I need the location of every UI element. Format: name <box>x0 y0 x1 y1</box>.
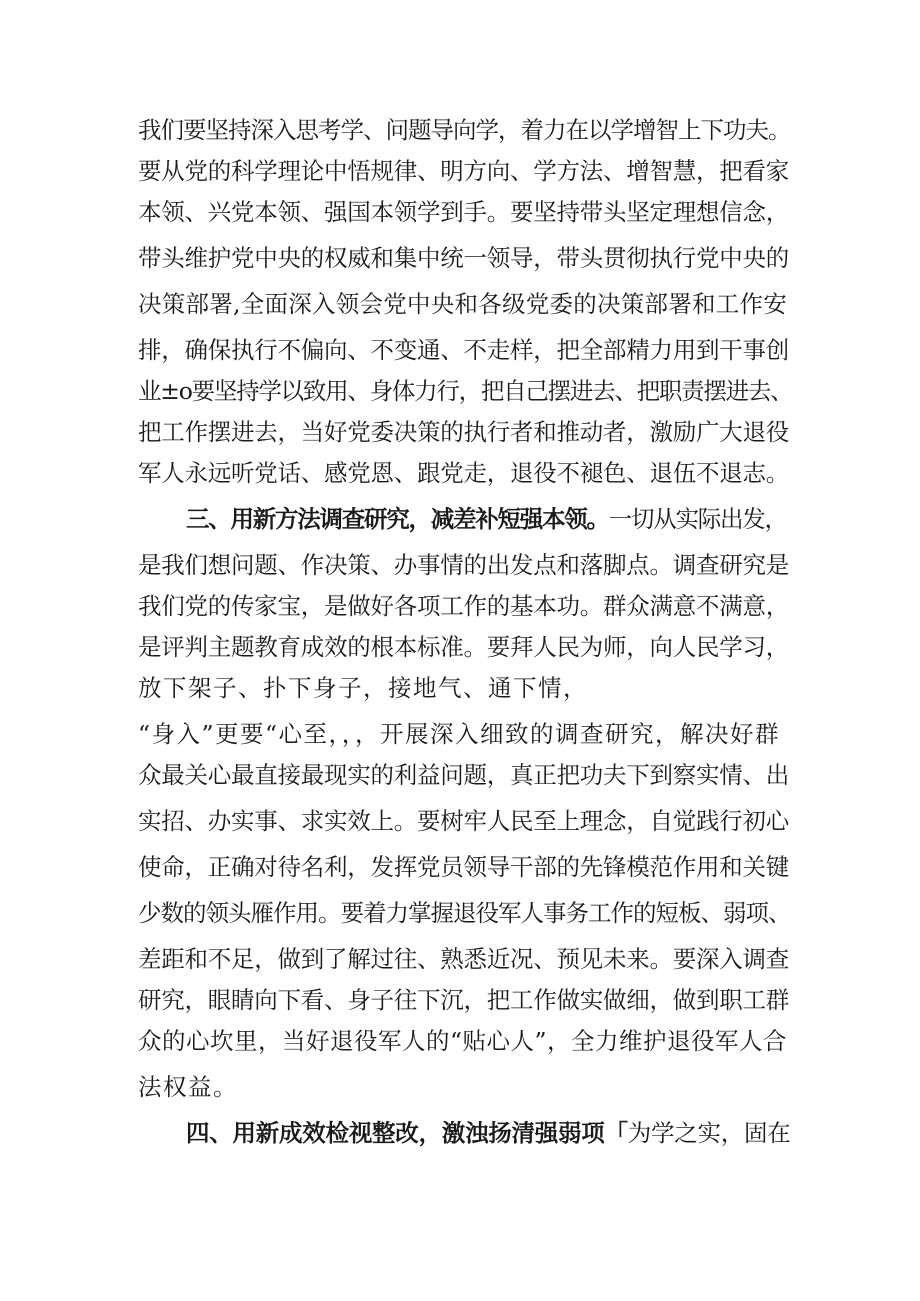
text-line: 研究，眼睛向下看、身子往下沉，把工作做实做细，做到职工群 <box>138 986 789 1014</box>
section-4-lead-text: 为学之实，固在 <box>627 1119 791 1147</box>
text-line: 业±o要坚持学以致用、身体力行，把自己摆进去、把职责摆进去、 <box>138 377 793 405</box>
section-3-lead-text: 一切从实际出发， <box>608 505 787 533</box>
text-line: 本领、兴党本领、强国本领学到手。要坚持带头坚定理想信念， <box>138 198 789 226</box>
text-line: 是评判主题教育成效的根本标准。要拜人民为师，向人民学习， <box>138 633 789 661</box>
text-line: 放下架子、扑下身子，接地气、通下情， <box>138 674 588 702</box>
text-line: 众最关心最直接最现实的利益问题，真正把功夫下到察实情、出 <box>138 761 789 789</box>
text-line: 法权益。 <box>138 1073 238 1101</box>
text-line: 决策部署,全面深入领会党中央和各级党委的决策部署和工作安 <box>138 290 787 318</box>
text-line: 我们要坚持深入思考学、问题导向学，着力在以学增智上下功夫。 <box>138 116 791 144</box>
text-line: 军人永远听党话、感党恩、跟党走，退役不褪色、退伍不退志。 <box>138 459 789 487</box>
text-line: 排，确保执行不偏向、不变通、不走样，把全部精力用到干事创 <box>138 336 789 364</box>
text-line: 众的心坎里，当好退役军人的“贴心人”，全力维护退役军人合 <box>138 1027 788 1055</box>
text-line: 是我们想问题、作决策、办事情的出发点和落脚点。调查研究是 <box>138 551 789 579</box>
section-3-first-line <box>186 504 787 534</box>
section-3-heading: 三、用新方法调查研究，减差补短强本领。 <box>186 505 609 533</box>
text-line: 少数的领头雁作用。要着力掌握退役军人事务工作的短板、弱项、 <box>138 899 791 927</box>
text-line: “身入”更要“心至，，，开展深入细致的调查研究，解决好群 <box>138 720 781 748</box>
text-line: 实招、办实事、求实效上。要树牢人民至上理念，自觉践行初心 <box>138 807 789 835</box>
section-4-heading: 四、用新成效检视整改，激浊扬清强弱项「 <box>186 1119 628 1147</box>
section-4-first-line <box>186 1118 791 1148</box>
text-line: 差距和不足，做到了解过往、熟悉近况、预见未来。要深入调查 <box>138 945 789 973</box>
text-line: 把工作摆进去，当好党委决策的执行者和推动者，激励广大退役 <box>138 418 789 446</box>
text-line: 我们党的传家宝，是做好各项工作的基本功。群众满意不满意， <box>138 592 789 620</box>
text-line: 带头维护党中央的权威和集中统一领导，带头贯彻执行党中央的 <box>138 244 789 272</box>
text-line: 使命，正确对待名利，发挥党员领导干部的先锋模范作用和关键 <box>138 853 789 881</box>
text-line: 要从党的科学理论中悟规律、明方向、学方法、增智慧，把看家 <box>138 157 789 185</box>
